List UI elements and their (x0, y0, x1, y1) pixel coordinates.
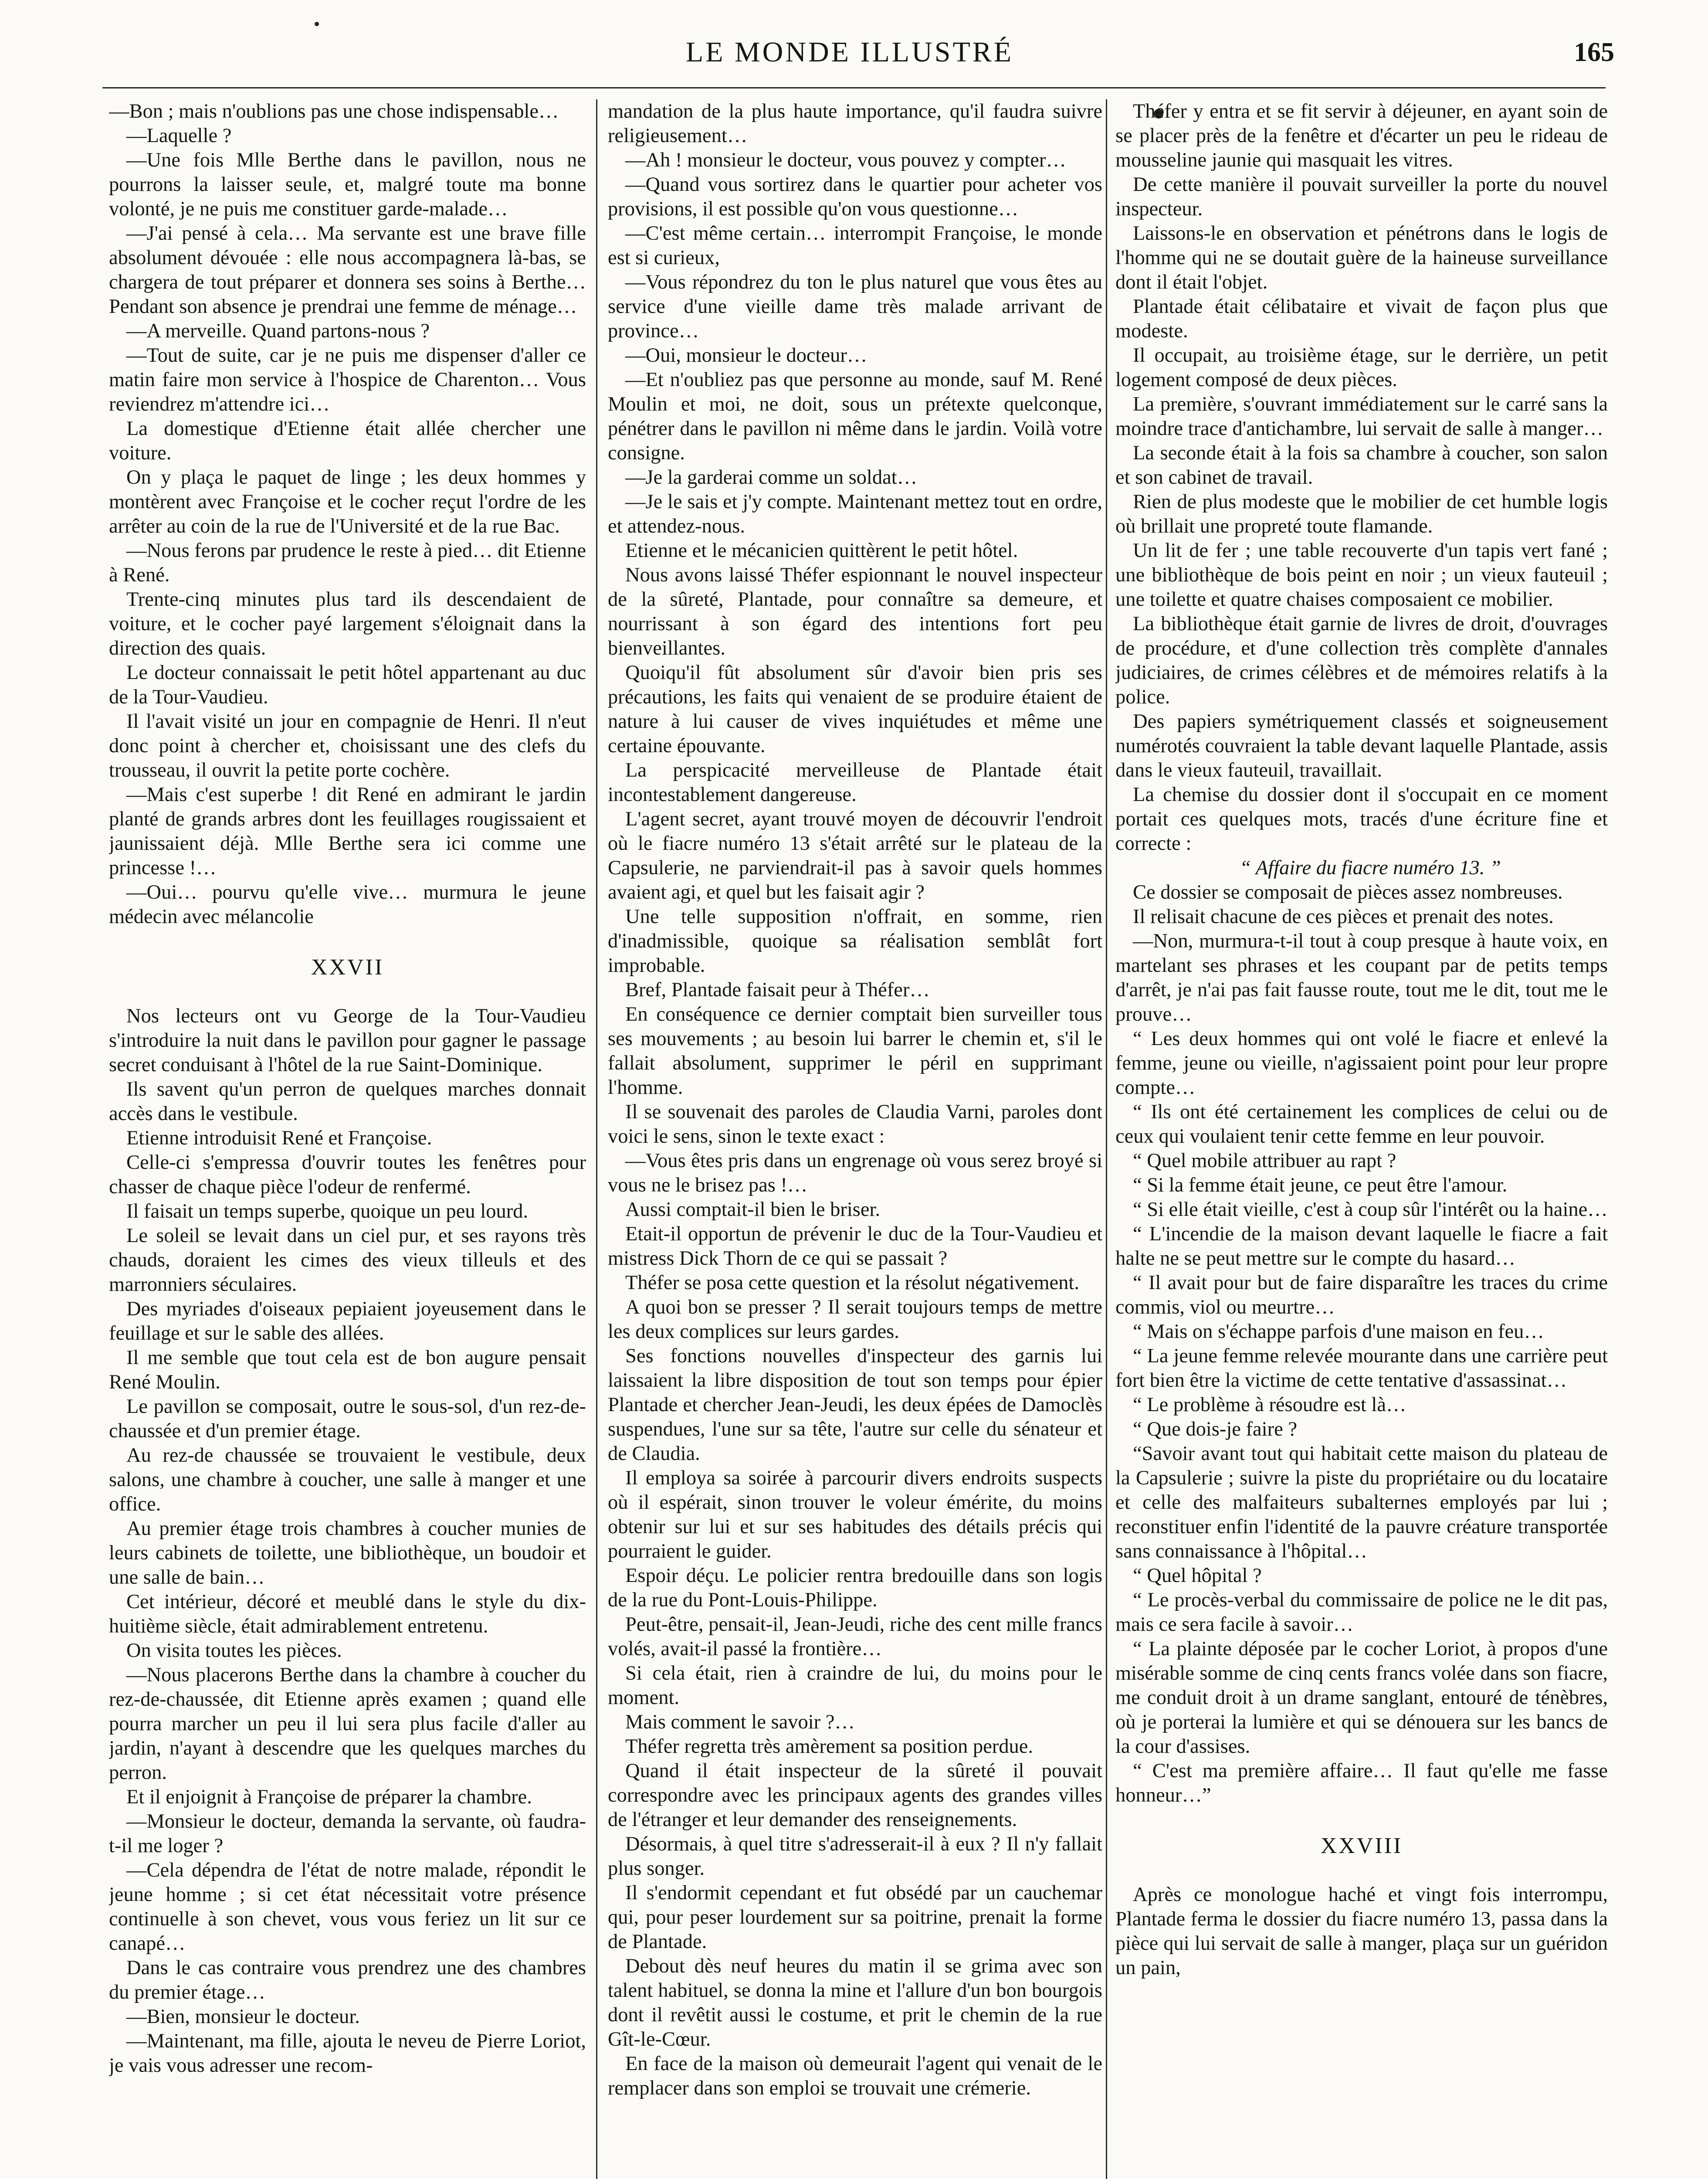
paragraph: Debout dès neuf heures du matin il se grima avec son talent habituel, se donna la mine et l'allure d'un bon bourgois dont il revêtit aussi le costume, et prit le chemin de la rue Gît-le-Cœur. (608, 1955, 1102, 2050)
paragraph: —Bien, monsieur le docteur. (126, 2006, 360, 2028)
paragraph: “ Que dois-je faire ? (1133, 1418, 1297, 1440)
paragraph: Après ce monologue haché et vingt fois interrompu, Plantade ferma le dossier du fiacre numéro 13, passa dans la pièce qui lui servait de salle à manger, plaça sur un guéridon un pain, (1115, 1884, 1608, 1979)
paragraph: Il s'endormit cependant et fut obsédé par un cauchemar qui, pour peser lourdement sur sa poitrine, prenait la forme de Plantade. (608, 1882, 1102, 1953)
paragraph: “ Ils ont été certainement les complices de celui ou de ceux qui voulaient tenir cette femme en leur pouvoir. (1115, 1101, 1608, 1147)
paragraph: “Savoir avant tout qui habitait cette maison du plateau de la Capsulerie ; suivre la piste du propriétaire ou du locataire et celle des malfaiteurs subalternes employés par lui ; reconstituer enfin l'identité de la pauvre créature transportée sans connaissance à l'hôpital… (1115, 1442, 1608, 1562)
paragraph: Et il enjoignit à Françoise de préparer la chambre. (126, 1786, 532, 1808)
paragraph: On y plaça le paquet de linge ; les deux hommes y montèrent avec Françoise et le cocher reçut l'ordre de les arrêter au coin de la rue de l'Université et de la rue Bac. (109, 466, 586, 537)
paragraph: Théfer regretta très amèrement sa position perdue. (625, 1735, 1034, 1758)
paragraph: L'agent secret, ayant trouvé moyen de découvrir l'endroit où le fiacre numéro 13 s'était arrêté sur le plateau de la Capsulerie, ne parviendrait-il pas à savoir quels hommes avaient agi, et quel but les faisait agir ? (608, 808, 1102, 903)
text-column-1 (109, 99, 586, 2179)
paragraph: Un lit de fer ; une table recouverte d'un tapis vert fané ; une bibliothèque de bois peint en noir ; un vieux fauteuil ; une toilette et quatre chaises composaient ce mobilier. (1115, 540, 1608, 611)
paragraph: —Nous ferons par prudence le reste à pied… dit Etienne à René. (109, 540, 586, 586)
paragraph: Cet intérieur, décoré et meublé dans le style du dix-huitième siècle, était admirablement entretenu. (109, 1591, 586, 1637)
paragraph: —Bon ; mais n'oublions pas une chose indispensable… (109, 100, 559, 122)
paragraph: La chemise du dossier dont il s'occupait en ce moment portait ces quelques mots, tracés d'une écriture fine et correcte : (1115, 784, 1608, 855)
paragraph: —Et n'oubliez pas que personne au monde, sauf M. René Moulin et moi, ne doit, sous un prétexte quelconque, pénétrer dans le pavillon ni même dans le jardin. Voilà votre consigne. (608, 369, 1102, 464)
print-speck (315, 22, 319, 26)
paragraph: Trente-cinq minutes plus tard ils descendaient de voiture, et le cocher payé largement s'éloignait dans la direction des quais. (109, 588, 586, 659)
paragraph: Des papiers symétriquement classés et soigneusement numérotés couvraient la table devant laquelle Plantade, assis dans le vieux fauteuil, travaillait. (1115, 710, 1608, 781)
paragraph: En conséquence ce dernier comptait bien surveiller tous ses mouvements ; au besoin lui barrer le chemin et, s'il le fallait absolument, supprimer le péril en supprimant l'homme. (608, 1003, 1102, 1099)
paragraph: Des myriades d'oiseaux pepiaient joyeusement dans le feuillage et sur le sable des allées. (109, 1298, 586, 1344)
paragraph: —Je la garderai comme un soldat… (625, 466, 918, 489)
paragraph: Nos lecteurs ont vu George de la Tour-Vaudieu s'introduire la nuit dans le pavillon pour gagner le passage secret conduisant à l'hôtel de la rue Saint-Dominique. (109, 1005, 586, 1076)
paragraph: —Ah ! monsieur le docteur, vous pouvez y compter… (625, 149, 1066, 171)
paragraph: “ Si elle était vieille, c'est à coup sûr l'intérêt ou la haine… (1133, 1198, 1608, 1221)
paragraph: Ils savent qu'un perron de quelques marches donnait accès dans le vestibule. (109, 1078, 586, 1125)
paragraph: La domestique d'Etienne était allée chercher une voiture. (109, 417, 586, 464)
paragraph: Rien de plus modeste que le mobilier de cet humble logis où brillait une propreté toute flamande. (1115, 491, 1608, 537)
paragraph: Théfer y entra et se fit servir à déjeuner, en ayant soin de se placer près de la fenêtre et d'écarter un peu le rideau de mousseline jaunie qui masquait les vitres. (1115, 100, 1608, 171)
paragraph: Désormais, à quel titre s'adresserait-il à eux ? Il n'y fallait plus songer. (608, 1833, 1102, 1880)
masthead (0, 31, 1708, 74)
paragraph: Il se souvenait des paroles de Claudia Varni, paroles dont voici le sens, sinon le texte exact : (608, 1101, 1102, 1147)
paragraph: La bibliothèque était garnie de livres de droit, d'ouvrages de procédure, et d'une collection très complète d'annales judiciaires, de crimes célèbres et de mémoires relatifs à la police. (1115, 613, 1608, 708)
paragraph: —Quand vous sortirez dans le quartier pour acheter vos provisions, il est possible qu'on vous questionne… (608, 173, 1102, 220)
paragraph: “ C'est ma première affaire… Il faut qu'elle me fasse honneur…” (1115, 1760, 1608, 1806)
paragraph: Ses fonctions nouvelles d'inspecteur des garnis lui laissaient la libre disposition de tout son temps pour épier Plantade et chercher Jean-Jeudi, les deux épées de Damoclès suspendues, l'une sur sa tête, l'autre sur celle du sénateur et de Claudia. (608, 1345, 1102, 1465)
paragraph: Il me semble que tout cela est de bon augure pensait René Moulin. (109, 1347, 586, 1393)
paragraph: “ Quel hôpital ? (1133, 1565, 1262, 1587)
paragraph: Il employa sa soirée à parcourir divers endroits suspects où il espérait, sinon trouver le voleur émérite, du moins obtenir sur lui et sur ses habitudes des détails précis qui pourraient le guider. (608, 1467, 1102, 1562)
paragraph: —Cela dépendra de l'état de notre malade, répondit le jeune homme ; si cet état nécessitait votre présence continuelle à son chevet, vous vous feriez un lit sur ce canapé… (109, 1859, 586, 1955)
paragraph: De cette manière il pouvait surveiller la porte du nouvel inspecteur. (1115, 173, 1608, 220)
paragraph: A quoi bon se presser ? Il serait toujours temps de mettre les deux complices sur leurs gardes. (608, 1296, 1102, 1343)
paragraph: —Mais c'est superbe ! dit René en admirant le jardin planté de grands arbres dont les feuillages rougissaient et jaunissaient déjà. Mlle Berthe sera ici comme une princesse !… (109, 784, 586, 879)
paragraph: Etienne et le mécanicien quittèrent le petit hôtel. (625, 540, 1018, 562)
paragraph: “ Le procès-verbal du commissaire de police ne le dit pas, mais ce sera facile à savoir… (1115, 1589, 1608, 1636)
paragraph: Au rez-de chaussée se trouvaient le vestibule, deux salons, une chambre à coucher, une salle à manger et une office. (109, 1444, 586, 1515)
paragraph: —Oui… pourvu qu'elle vive… murmura le jeune médecin avec mélancolie (109, 881, 586, 928)
paragraph: “ Mais on s'échappe parfois d'une maison en feu… (1133, 1320, 1544, 1343)
paragraph: “ Le problème à résoudre est là… (1133, 1394, 1406, 1416)
paragraph: —Vous répondrez du ton le plus naturel que vous êtes au service d'une vieille dame très malade arrivant de province… (608, 271, 1102, 342)
paragraph: Le soleil se levait dans un ciel pur, et ses rayons très chauds, doraient les cimes des vieux tilleuls et des marronniers séculaires. (109, 1225, 586, 1296)
paragraph: “ Il avait pour but de faire disparaître les traces du crime commis, viol ou meurtre… (1115, 1272, 1608, 1318)
paragraph: —Non, murmura-t-il tout à coup presque à haute voix, en martelant ses phrases et les coupant par de petits temps d'arrêt, je n'ai pas fait fausse route, tout me le dit, tout me le prouve… (1115, 930, 1608, 1025)
paragraph: La première, s'ouvrant immédiatement sur le carré sans la moindre trace d'antichambre, lui servait de salle à manger… (1115, 393, 1608, 440)
paragraph: Il l'avait visité un jour en compagnie de Henri. Il n'eut donc point à chercher et, choisissant une des clefs du trousseau, il ouvrit la petite porte cochère. (109, 710, 586, 781)
paragraph: Aussi comptait-il bien le briser. (625, 1198, 881, 1221)
paragraph: —Je le sais et j'y compte. Maintenant mettez tout en ordre, et attendez-nous. (608, 491, 1102, 537)
paragraph: “ La jeune femme relevée mourante dans une carrière peut fort bien être la victime de cette tentative d'assassinat… (1115, 1345, 1608, 1392)
dossier-title: “ Affaire du fiacre numéro 13. ” (1240, 857, 1501, 879)
paragraph: Il occupait, au troisième étage, sur le derrière, un petit logement composé de deux pièces. (1115, 344, 1608, 391)
paragraph: Quoiqu'il fût absolument sûr d'avoir bien pris ses précautions, les faits qui venaient de se produire étaient de nature à lui causer de vives inquiétudes et même une certaine épouvante. (608, 662, 1102, 757)
paragraph: —C'est même certain… interrompit Françoise, le monde est si curieux, (608, 222, 1102, 269)
chapter-heading: XXVII (311, 955, 384, 980)
paragraph: Peut-être, pensait-il, Jean-Jeudi, riche des cent mille francs volés, avait-il passé la frontière… (608, 1613, 1102, 1660)
newspaper-title: LE MONDE ILLUSTRÉ (685, 36, 1014, 68)
column-divider (1106, 99, 1107, 2179)
paragraph: “ La plainte déposée par le cocher Loriot, à propos d'une misérable somme de cinq cents francs volée dans son fiacre, me conduit droit à un drame sanglant, entouré de ténèbres, où je porterai la lumière et qui se dénouera sur les bancs de la cour d'assises. (1115, 1638, 1608, 1758)
paragraph: Etait-il opportun de prévenir le duc de la Tour-Vaudieu et mistress Dick Thorn de ce qui se passait ? (608, 1223, 1102, 1269)
paragraph: “ L'incendie de la maison devant laquelle le fiacre a fait halte ne se peut mettre sur le compte du hasard… (1115, 1223, 1608, 1269)
paragraph: —Une fois Mlle Berthe dans le pavillon, nous ne pourrons la laisser seule, et, malgré toute ma bonne volonté, je ne puis me constituer garde-malade… (109, 149, 586, 220)
text-column-2 (608, 99, 1102, 2179)
paragraph: —A merveille. Quand partons-nous ? (126, 320, 430, 342)
paragraph: On visita toutes les pièces. (126, 1639, 342, 1662)
paragraph: “ Quel mobile attribuer au rapt ? (1133, 1150, 1396, 1172)
paragraph: Espoir déçu. Le policier rentra bredouille dans son logis de la rue du Pont-Louis-Philippe. (608, 1565, 1102, 1611)
page-number: 165 (1574, 37, 1614, 67)
column-divider (596, 99, 597, 2179)
paragraph: En face de la maison où demeurait l'agent qui venait de le remplacer dans son emploi se trouvait une crémerie. (608, 2053, 1102, 2099)
paragraph: Celle-ci s'empressa d'ouvrir toutes les fenêtres pour chasser de chaque pièce l'odeur de renfermé. (109, 1151, 586, 1198)
paragraph: Le pavillon se composait, outre le sous-sol, d'un rez-de-chaussée et d'un premier étage. (109, 1395, 586, 1442)
text-column-3 (1115, 99, 1608, 2179)
paragraph: Etienne introduisit René et Françoise. (126, 1127, 432, 1149)
header-rule (102, 87, 1606, 88)
paragraph: Si cela était, rien à craindre de lui, du moins pour le moment. (608, 1662, 1102, 1709)
paragraph: Bref, Plantade faisait peur à Théfer… (625, 979, 930, 1001)
paragraph: mandation de la plus haute importance, qu'il faudra suivre religieusement… (608, 100, 1102, 147)
paragraph: —Monsieur le docteur, demanda la servante, où faudra-t-il me loger ? (109, 1810, 586, 1857)
paragraph: “ Si la femme était jeune, ce peut être l'amour. (1133, 1174, 1508, 1196)
paragraph: Une telle supposition n'offrait, en somme, rien d'inadmissible, quoique sa réalisation semblât fort improbable. (608, 906, 1102, 977)
paragraph: —Vous êtes pris dans un engrenage où vous serez broyé si vous ne le brisez pas !… (608, 1150, 1102, 1196)
paragraph: —Nous placerons Berthe dans la chambre à coucher du rez-de-chaussée, dit Etienne après examen ; quand elle pourra marcher un peu il lui sera plus facile d'aller au jardin, n'ayant à descendre que les quelques marches du perron. (109, 1664, 586, 1784)
paragraph: —J'ai pensé à cela… Ma servante est une brave fille absolument dévouée : elle nous accompagnera là-bas, se chargera de tout préparer et donnera ses soins à Berthe… Pendant son absence je prendrai une femme de ménage… (109, 222, 586, 318)
paragraph: Le docteur connaissait le petit hôtel appartenant au duc de la Tour-Vaudieu. (109, 662, 586, 708)
paragraph: Au premier étage trois chambres à coucher munies de leurs cabinets de toilette, une bibliothèque, un boudoir et une salle de bain… (109, 1517, 586, 1588)
paragraph: Quand il était inspecteur de la sûreté il pouvait correspondre avec les principaux agents des grandes villes de l'étranger et leur demander des renseignements. (608, 1760, 1102, 1831)
paragraph: Laissons-le en observation et pénétrons dans le logis de l'homme qui ne se doutait guère de la haineuse surveillance dont il était l'objet. (1115, 222, 1608, 293)
paragraph: “ Les deux hommes qui ont volé le fiacre et enlevé la femme, jeune ou vieille, n'agissaient point pour leur propre compte… (1115, 1028, 1608, 1099)
paragraph: —Maintenant, ma fille, ajouta le neveu de Pierre Loriot, je vais vous adresser une recom- (109, 2030, 586, 2077)
paragraph: —Tout de suite, car je ne puis me dispenser d'aller ce matin faire mon service à l'hospice de Charenton… Vous reviendrez m'attendre ici… (109, 344, 586, 415)
paragraph: Mais comment le savoir ?… (625, 1711, 855, 1733)
paragraph: Plantade était célibataire et vivait de façon plus que modeste. (1115, 295, 1608, 342)
paragraph: Théfer se posa cette question et la résolut négativement. (625, 1272, 1079, 1294)
paragraph: La seconde était à la fois sa chambre à coucher, son salon et son cabinet de travail. (1115, 442, 1608, 489)
paragraph: Il relisait chacune de ces pièces et prenait des notes. (1133, 906, 1554, 928)
chapter-heading: XXVIII (1320, 1833, 1403, 1858)
paragraph: —Laquelle ? (126, 125, 232, 147)
paragraph: —Oui, monsieur le docteur… (625, 344, 868, 367)
paragraph: Nous avons laissé Théfer espionnant le nouvel inspecteur de la sûreté, Plantade, pour connaître sa demeure, et nourrissant à son égard des intentions fort peu bienveillantes. (608, 564, 1102, 659)
paragraph: La perspicacité merveilleuse de Plantade était incontestablement dangereuse. (608, 759, 1102, 806)
paragraph: Dans le cas contraire vous prendrez une des chambres du premier étage… (109, 1957, 586, 2003)
paragraph: Ce dossier se composait de pièces assez nombreuses. (1133, 881, 1563, 903)
paragraph: Il faisait un temps superbe, quoique un peu lourd. (126, 1200, 529, 1222)
